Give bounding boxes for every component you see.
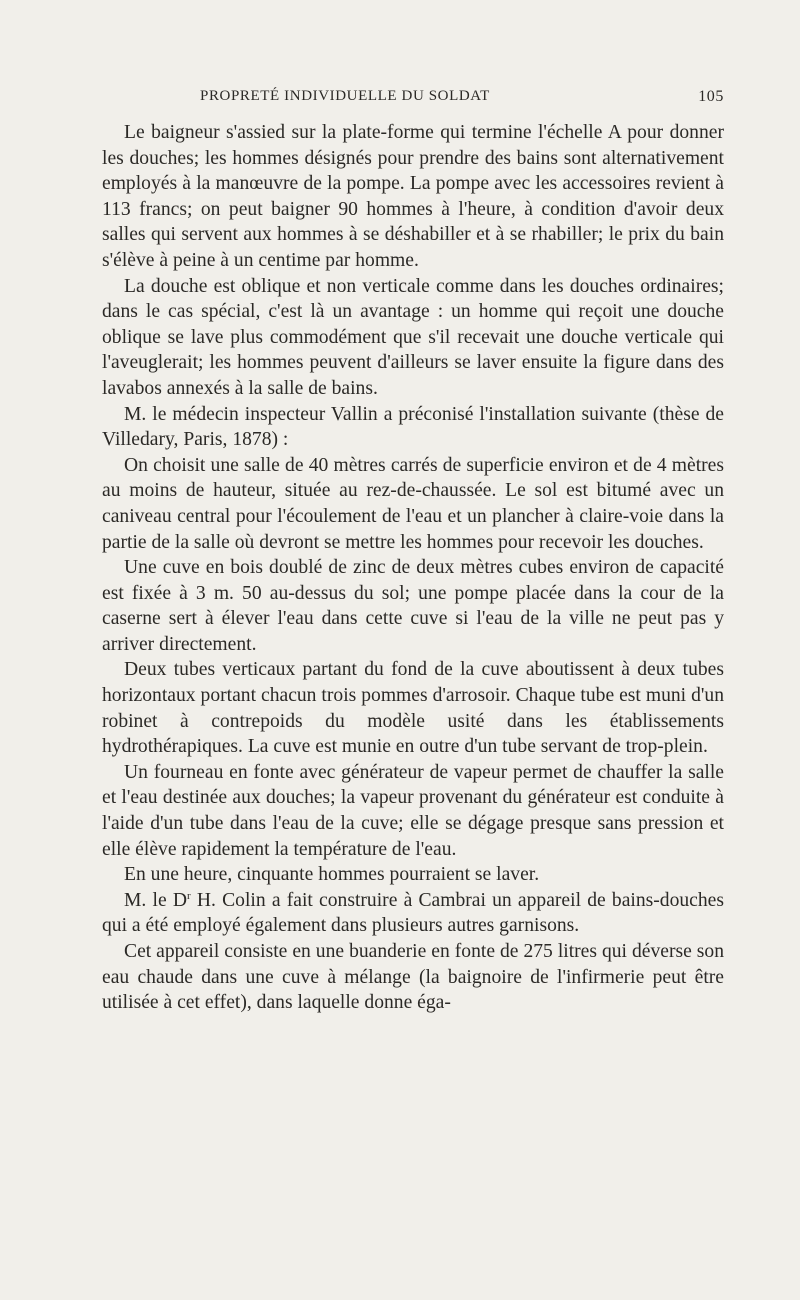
paragraph-fourneau: Un fourneau en fonte avec générateur de vapeur permet de chauffer la salle et l'eau destinée aux douches; la vapeur provenant du générateur est conduite à l'aide d'un tube dans l'eau de la cuve; elle se dégage presque sans pression et elle élève rapidement la température de l'eau. [102, 761, 724, 860]
paragraph-douche-oblique: La douche est oblique et non verticale comme dans les douches ordinaires; dans le cas spécial, c'est là un avantage : un homme qui reçoit une douche oblique se lave plus commodément que s'il recevait une douche verticale qui l'aveuglerait; les hommes peuvent d'ailleurs se laver ensuite la figure dans des lavabos annexés à la salle de bains. [102, 275, 724, 399]
body-text [102, 120, 724, 1016]
book-page [102, 88, 724, 1016]
paragraph-colin [102, 888, 724, 939]
paragraph-salle: On choisit une salle de 40 mètres carrés de superficie environ et de 4 mètres au moins de hauteur, située au rez-de-chaussée. Le sol est bitumé avec un caniveau central pour l'écoulement de l'eau et un plancher à claire-voie dans la partie de la salle où devront se mettre les hommes pour recevoir les douches. [102, 454, 724, 553]
paragraph-cuve: Une cuve en bois doublé de zinc de deux mètres cubes environ de capacité est fixée à 3 m. 50 au-dessus du sol; une pompe placée dans la cour de la caserne sert à élever l'eau dans cette cuve si l'eau de la ville ne peut pas y arriver directement. [102, 557, 724, 655]
colin-text-after: H. Colin a fait construire à Cambrai un appareil de bains-douches qui a été employé également dans plusieurs autres garnisons. [102, 889, 724, 937]
running-title: PROPRETÉ INDIVIDUELLE DU SOLDAT [200, 88, 490, 104]
paragraph-baigneur: Le baigneur s'assied sur la plate-forme qui termine l'échelle A pour donner les douches; les hommes désignés pour prendre des bains sont alternativement employés à la manœuvre de la pompe. La pompe avec les accessoires revient à 113 francs; on peut baigner 90 hommes à l'heure, à condition d'avoir deux salles qui servent aux hommes à se déshabiller et à se rhabiller; le prix du bain s'élève à peine à un centime par homme. [102, 122, 724, 271]
paragraph-vallin: M. le médecin inspecteur Vallin a préconisé l'installation suivante (thèse de Villedary, Paris, 1878) : [102, 403, 724, 451]
paragraph-appareil: Cet appareil consiste en une buanderie en fonte de 275 litres qui déverse son eau chaude dans une cuve à mélange (la baignoire de l'infirmerie peut être utilisée à cet effet), dans laquelle donne éga- [102, 941, 724, 1014]
running-header [102, 88, 724, 114]
colin-text-before: M. le D [124, 889, 187, 911]
paragraph-cinquante-hommes: En une heure, cinquante hommes pourraient se laver. [124, 864, 540, 886]
paragraph-tubes: Deux tubes verticaux partant du fond de la cuve aboutissent à deux tubes horizontaux portant chacun trois pommes d'arrosoir. Chaque tube est muni d'un robinet à contrepoids du modèle usité dans les établissements hydrothérapiques. La cuve est munie en outre d'un tube servant de trop-plein. [102, 659, 724, 758]
doctor-superscript: r [187, 889, 191, 902]
page-number: 105 [698, 88, 724, 105]
